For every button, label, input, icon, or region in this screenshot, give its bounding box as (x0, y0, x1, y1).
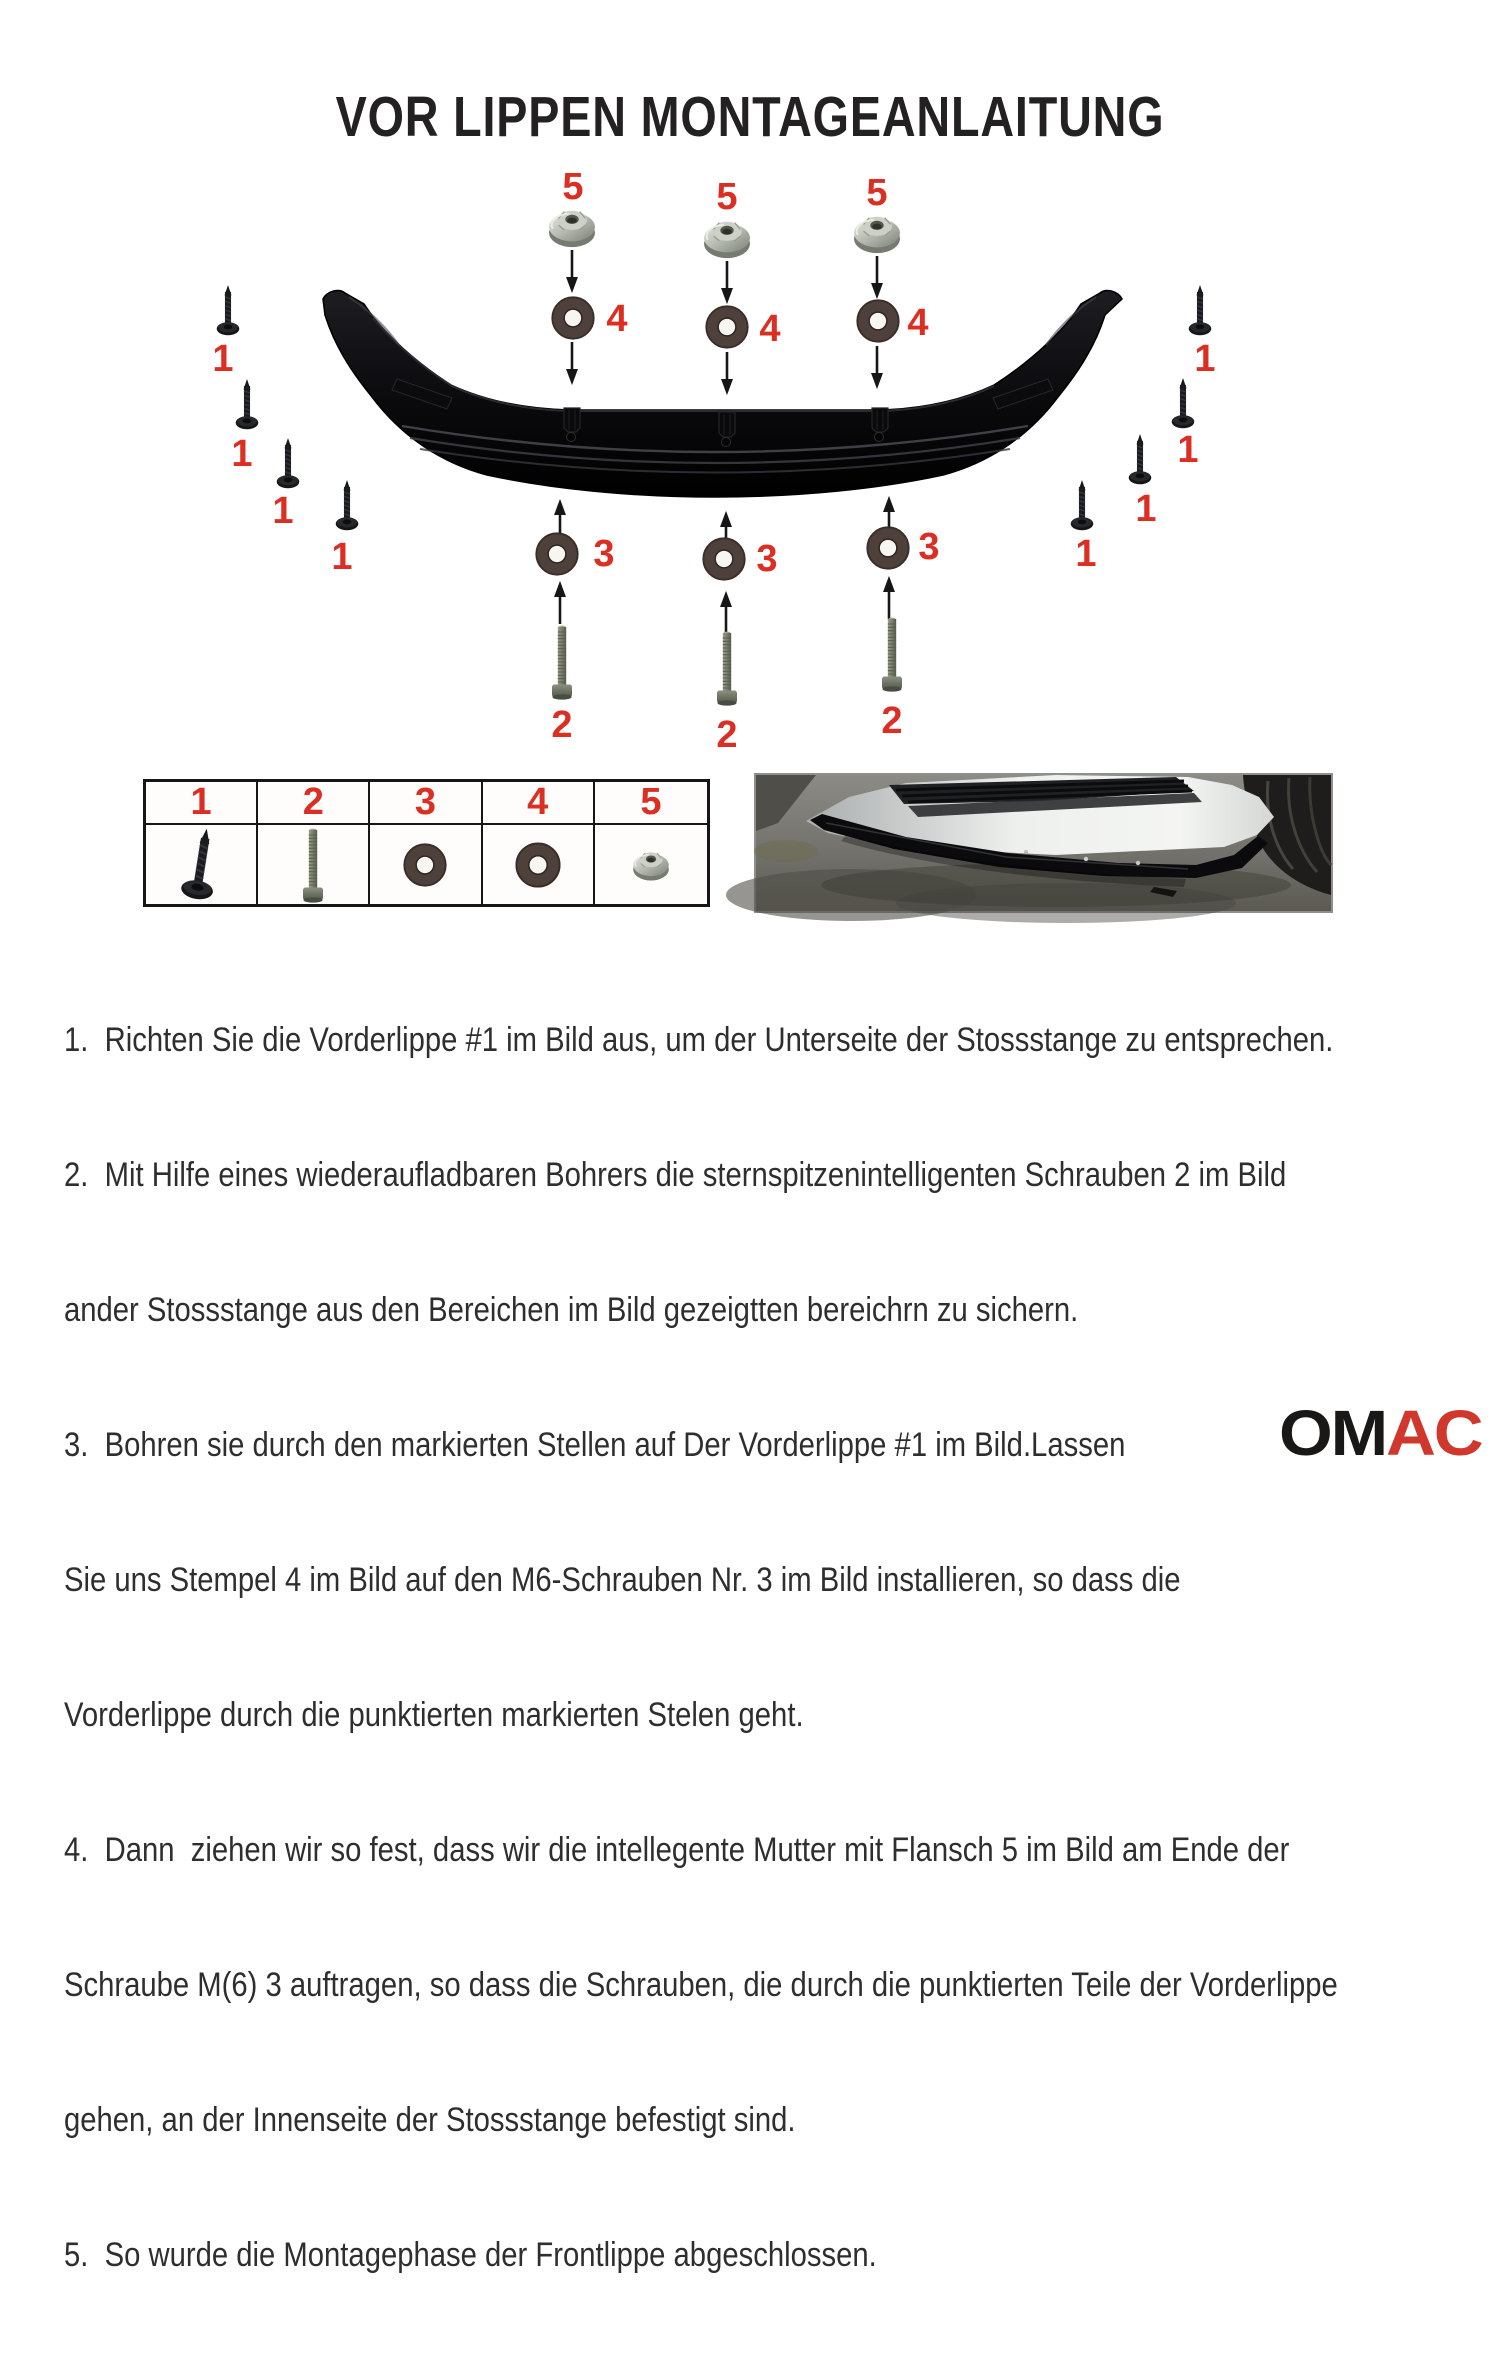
washer-icon (536, 533, 578, 575)
instruction-line: Sie uns Stempel 4 im Bild auf den M6-Schrauben Nr. 3 im Bild installieren, so dass die (64, 1561, 1181, 1599)
washer-icon (706, 306, 748, 348)
instruction-line: 5. So wurde die Montagephase der Frontlippe abgeschlossen. (64, 2236, 877, 2274)
flange-nut-icon (549, 211, 595, 247)
instruction-line: ander Stossstange aus den Bereichen im Bild gezeigtten bereichrn zu sichern. (64, 1291, 1079, 1329)
part-number-label: 1 (1177, 429, 1199, 471)
logo-text-red: AC (1386, 1397, 1482, 1469)
omac-logo (1279, 1396, 1482, 1470)
part-number-label: 1 (272, 490, 294, 532)
part-number-label: 2 (881, 700, 903, 742)
parts-table-header: 3 (370, 782, 482, 825)
instruction-line: gehen, an der Innenseite der Stossstange befestigt sind. (64, 2101, 796, 2139)
screw-icon (1071, 480, 1094, 530)
bottom-fastener-column (536, 499, 615, 746)
bolt-icon (552, 626, 572, 700)
part-number-label: 5 (562, 166, 584, 208)
arrow-down-icon (871, 346, 883, 389)
arrow-down-icon (566, 250, 578, 293)
instruction-line: Schraube M(6) 3 auftragen, so dass die Schrauben, die durch die punktierten Teile der Vorderlippe (64, 1966, 1338, 2004)
part-number-label: 1 (212, 338, 234, 380)
bolt-icon (717, 632, 737, 706)
installed-lip-photo (754, 773, 1333, 913)
parts-table-cell (483, 825, 595, 904)
washer-icon (552, 297, 594, 339)
screw-icon (217, 285, 240, 335)
part-number-label: 5 (716, 176, 738, 218)
arrow-up-icon (720, 591, 732, 634)
parts-table-header: 5 (595, 782, 707, 825)
logo-text-black: OM (1279, 1397, 1387, 1469)
screw-icon (277, 438, 300, 488)
part-number-label: 3 (593, 533, 615, 575)
instruction-line: 4. Dann ziehen wir so fest, dass wir die intellegente Mutter mit Flansch 5 im Bild am Ende der (64, 1831, 1290, 1869)
parts-table-cell (595, 825, 707, 904)
instruction-line: Vorderlippe durch die punktierten markierten Stelen geht. (64, 1696, 804, 1734)
part-number-label: 1 (1194, 338, 1216, 380)
page-title: VOR LIPPEN MONTAGEANLAITUNG (335, 85, 1165, 149)
part-number-label: 3 (756, 538, 778, 580)
instruction-line: 2. Mit Hilfe eines wiederaufladbaren Bohrers die sternspitzenintelligenten Schrauben 2 im Bild (64, 1156, 1287, 1194)
part-number-label: 3 (918, 526, 940, 568)
bolt-icon (298, 826, 328, 904)
parts-table-header: 4 (483, 782, 595, 825)
part-number-label: 2 (551, 704, 573, 746)
part-number-label: 1 (231, 433, 253, 475)
arrow-down-icon (566, 342, 578, 385)
bottom-fastener-column (867, 496, 940, 742)
part-number-label: 4 (606, 298, 628, 340)
screw-icon (1189, 285, 1212, 335)
installed-lip-photo-image (756, 775, 1331, 911)
instruction-list (64, 928, 1492, 2368)
part-number-label: 4 (907, 302, 929, 344)
flange-nut-icon (854, 217, 900, 253)
top-fastener-column (704, 176, 781, 395)
parts-table-header: 2 (258, 782, 370, 825)
washer-icon (857, 300, 899, 342)
arrow-up-icon (554, 581, 566, 624)
screw-icon (1129, 434, 1152, 484)
parts-table (143, 779, 710, 907)
arrow-down-icon (871, 256, 883, 299)
bolt-icon (882, 618, 902, 692)
parts-table-cell (258, 825, 370, 904)
part-number-label: 1 (1135, 488, 1157, 530)
parts-table-cell (370, 825, 482, 904)
parts-table-header: 1 (146, 782, 258, 825)
top-fastener-column (854, 172, 929, 389)
part-number-label: 5 (866, 172, 888, 214)
bottom-fastener-column (703, 511, 778, 756)
arrow-down-icon (721, 261, 733, 304)
washer-icon (867, 527, 909, 569)
part-number-label: 1 (331, 536, 353, 578)
top-fastener-column (549, 166, 628, 385)
arrow-down-icon (721, 352, 733, 395)
screw-icon (236, 379, 259, 429)
instruction-line: 3. Bohren sie durch den markierten Stellen auf Der Vorderlippe #1 im Bild.Lassen (64, 1426, 1126, 1464)
screw-icon (175, 824, 226, 905)
flange-nut-icon (704, 222, 750, 258)
instruction-line: 1. Richten Sie die Vorderlippe #1 im Bild aus, um der Unterseite der Stossstange zu entsprechen. (64, 1021, 1334, 1059)
parts-table-cell (146, 825, 258, 904)
washer-icon (514, 841, 562, 889)
arrow-up-icon (883, 576, 895, 619)
assembly-diagram (0, 0, 1500, 770)
part-number-label: 4 (759, 308, 781, 350)
part-number-label: 2 (716, 714, 738, 756)
washer-icon (402, 842, 448, 888)
screw-icon (1172, 378, 1195, 428)
screw-icon (336, 480, 359, 530)
washer-icon (703, 538, 745, 580)
part-number-label: 1 (1075, 533, 1097, 575)
flange-nut-icon (631, 847, 671, 883)
